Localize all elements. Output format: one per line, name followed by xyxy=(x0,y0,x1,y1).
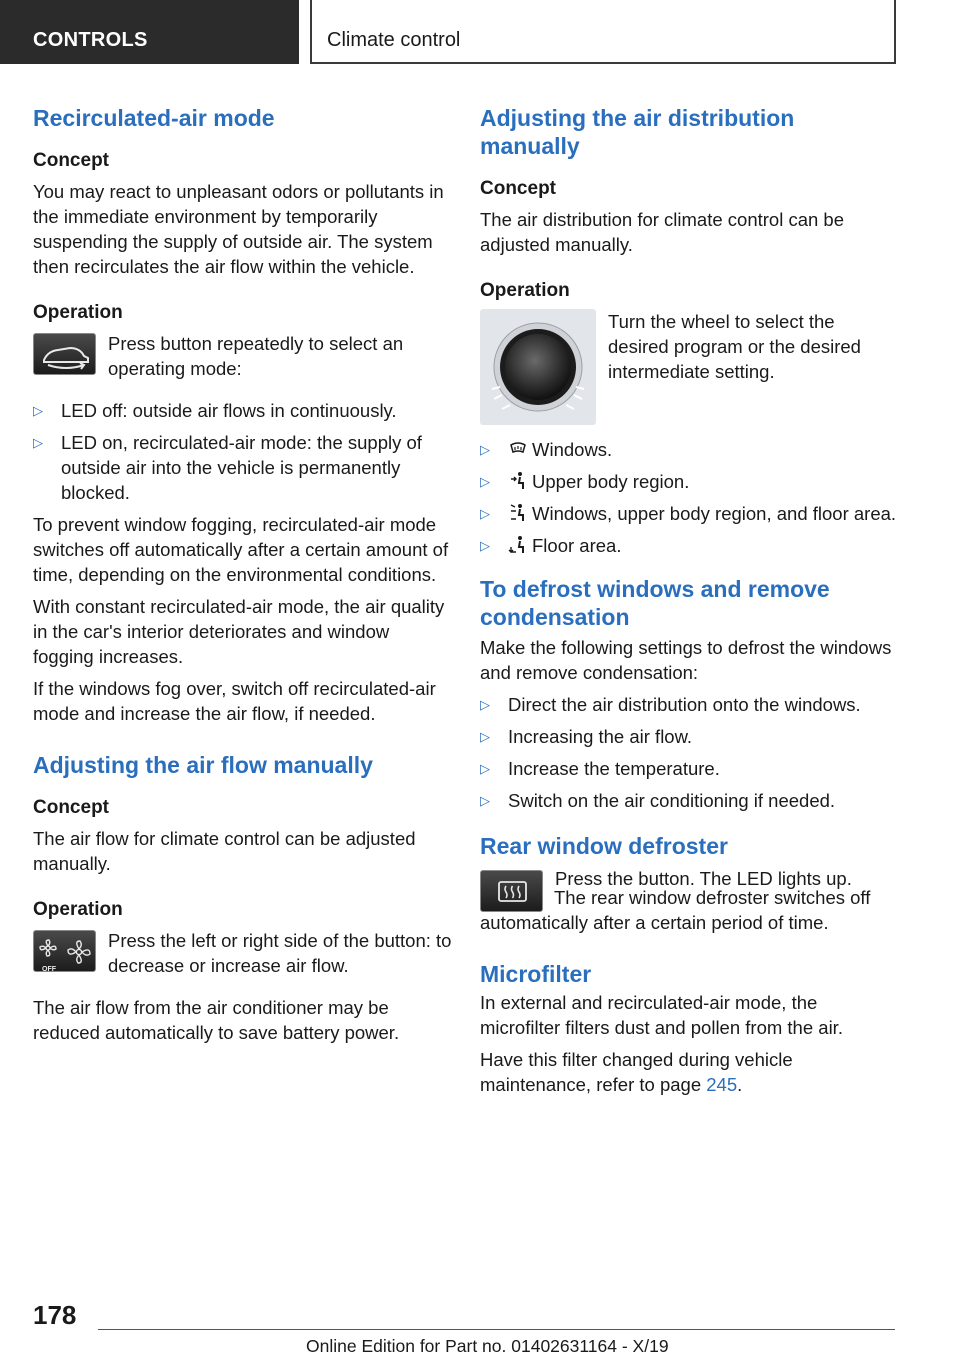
floor-icon xyxy=(508,535,528,555)
list-item: ▷ Windows. xyxy=(480,439,613,460)
list-item: ▷ Increasing the air flow. xyxy=(480,726,693,747)
list-item: ▷ Direct the air distribution onto the windows. xyxy=(480,694,861,715)
bullet-triangle-icon: ▷ xyxy=(480,793,490,808)
distribution-concept-text: The air distribution for climate control can be adjusted manually. xyxy=(480,209,845,255)
page-number: 178 xyxy=(33,1300,77,1330)
recirc-title: Recirculated-air mode xyxy=(33,105,275,131)
list-item: ▷ Switch on the air conditioning if needed. xyxy=(480,790,836,811)
recirc-concept-heading: Concept xyxy=(33,150,109,171)
fan-off-label: OFF xyxy=(42,966,56,973)
airflow-operation-text: Press the left or right side of the button: to decrease or increase air flow. xyxy=(108,930,452,976)
list-item: ▷ LED on, recirculated-air mode: the supply of outside air into the vehicle is permanently blocked. xyxy=(33,432,422,503)
right-column xyxy=(480,100,900,1104)
list-item: ▷ Windows, upper body region, and floor area. xyxy=(480,503,897,524)
rear-defroster-text: Press the button. The LED lights up. xyxy=(555,868,852,889)
microfilter-maintenance-text: Have this filter changed during vehicle maintenance, refer to page 245. xyxy=(480,1049,793,1095)
distribution-title: Adjusting the air distribution manually xyxy=(480,105,795,159)
bullet-triangle-icon: ▷ xyxy=(480,697,490,712)
distribution-operation xyxy=(480,309,900,425)
all-zones-icon xyxy=(508,503,528,523)
chapter-label: Climate control xyxy=(327,29,461,51)
list-item: ▷ Upper body region. xyxy=(480,471,690,492)
bullet-triangle-icon: ▷ xyxy=(480,506,490,521)
bullet-triangle-icon: ▷ xyxy=(480,761,490,776)
section-label: CONTROLS xyxy=(33,29,148,51)
microfilter-text: In external and recirculated-air mode, the microfilter filters dust and pollen from the air. xyxy=(480,992,843,1038)
recirc-concept-text: You may react to unpleasant odors or pollutants in the immediate environment by temporarily suspending the supply of outside air. The system then recirculates the air flow within the vehicle. xyxy=(33,181,444,277)
bullet-triangle-icon: ▷ xyxy=(33,403,43,418)
list-item: ▷ Increase the temperature. xyxy=(480,758,720,779)
recirculation-button-icon xyxy=(33,333,96,375)
chapter-tab xyxy=(310,0,896,64)
list-item: ▷ LED off: outside air flows in continuously. xyxy=(33,400,397,421)
recirc-modes-list xyxy=(33,398,453,505)
distribution-operation-heading: Operation xyxy=(480,280,570,301)
rear-defroster-title: Rear window defroster xyxy=(480,833,728,859)
airflow-concept-heading: Concept xyxy=(33,797,109,818)
bullet-triangle-icon: ▷ xyxy=(480,538,490,553)
page-reference-link[interactable]: 245 xyxy=(706,1074,738,1095)
airflow-concept-text: The air flow for climate control can be adjusted manually. xyxy=(33,828,416,874)
rear-defroster-button-icon xyxy=(480,870,543,912)
list-item: ▷ Floor area. xyxy=(480,535,622,556)
defrost-steps-list xyxy=(480,692,900,813)
recirc-quality-text: With constant recirculated-air mode, the air quality in the car's interior deteriorates and window fogging increases. xyxy=(33,596,445,667)
section-tab xyxy=(0,0,299,64)
airflow-battery-text: The air flow from the air conditioner may be reduced automatically to save battery power. xyxy=(33,997,400,1043)
rear-defroster-auto-text: The rear window defroster switches off automatically after a certain period of time. xyxy=(480,887,871,933)
recirc-fog-text: To prevent window fogging, recirculated-air mode switches off automatically after a certain amount of time, depending on the environmental conditions. xyxy=(33,514,449,585)
fan-button-icon xyxy=(33,930,96,972)
edition-note: Online Edition for Part no. 01402631164 - X/19 xyxy=(306,1336,669,1356)
footer-divider xyxy=(98,1329,895,1330)
left-column xyxy=(33,100,453,1052)
recirc-operation-heading: Operation xyxy=(33,302,123,323)
distribution-concept-heading: Concept xyxy=(480,178,556,199)
upper-body-icon xyxy=(508,471,528,491)
distribution-operation-text: Turn the wheel to select the desired program or the desired intermediate setting. xyxy=(608,311,861,382)
distribution-modes-list xyxy=(480,437,900,558)
bullet-triangle-icon: ▷ xyxy=(33,435,43,450)
bullet-triangle-icon: ▷ xyxy=(480,442,490,457)
airflow-operation xyxy=(33,928,453,985)
defrost-intro: Make the following settings to defrost the windows and remove condensation: xyxy=(480,637,892,683)
recirc-operation-text: Press button repeatedly to select an operating mode: xyxy=(108,333,404,379)
defrost-title: To defrost windows and remove condensation xyxy=(480,576,830,630)
airflow-operation-heading: Operation xyxy=(33,899,123,920)
windshield-icon xyxy=(508,439,528,459)
air-distribution-dial-icon xyxy=(480,309,596,425)
bullet-triangle-icon: ▷ xyxy=(480,729,490,744)
recirc-fogover-text: If the windows fog over, switch off recirculated-air mode and increase the air flow, if needed. xyxy=(33,678,436,724)
airflow-title: Adjusting the air flow manually xyxy=(33,752,373,778)
bullet-triangle-icon: ▷ xyxy=(480,474,490,489)
recirc-operation xyxy=(33,331,453,388)
microfilter-title: Microfilter xyxy=(480,961,592,987)
